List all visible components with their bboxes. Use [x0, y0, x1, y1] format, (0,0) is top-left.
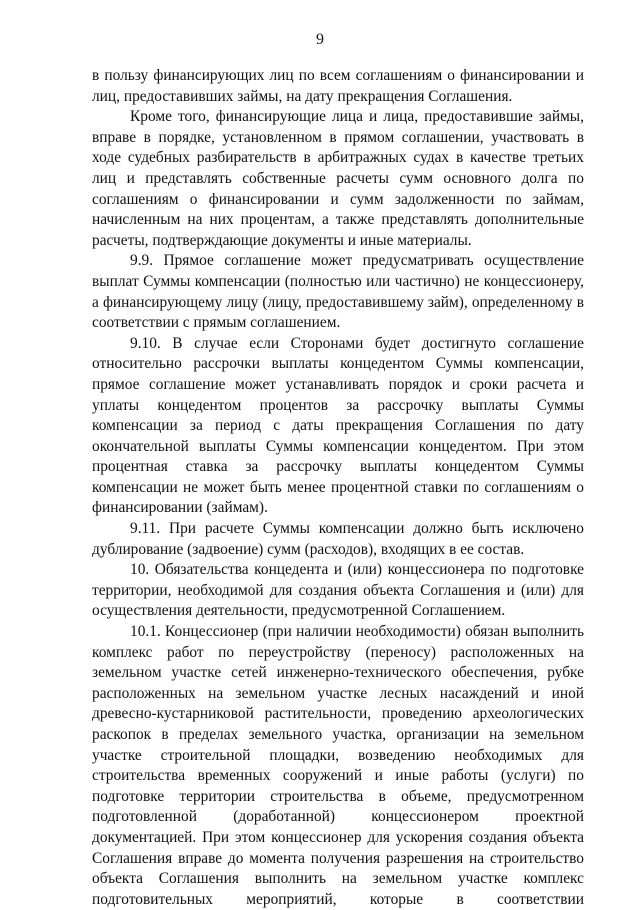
paragraph-9-11: 9.11. При расчете Суммы компенсации должно быть исключено дублирование (задвоение) сумм (расходов), входящих в ее состав.	[92, 520, 584, 558]
paragraph-financing-parties: Кроме того, финансирующие лица и лица, предоставившие займы, вправе в порядке, установленном в прямом соглашении, участвовать в ходе судебных разбирательств в арбитражных судах в качестве третьих лиц и представлять собственные расчеты сумм основного долга по соглашениям о финансировании и сумм задолженности по займам, начисленным на них процентам, а также представлять дополнительные расчеты, подтверждающие документы и иные материалы.	[92, 108, 584, 249]
paragraph-9-10: 9.10. В случае если Сторонами будет достигнуто соглашение относительно рассрочки выплаты концедентом Суммы компенсации, прямое соглашение может устанавливать порядок и сроки расчета и уплаты концедентом процентов за рассрочку выплаты Суммы компенсации за период с даты прекращения Соглашения по дату окончательной выплаты Суммы компенсации концедентом. При этом процентная ставка за рассрочку выплаты концедентом Суммы компенсации не может быть менее процентной ставки по соглашениям о финансировании (займам).	[92, 334, 584, 517]
page-number: 9	[316, 31, 324, 48]
document-body	[92, 66, 584, 910]
paragraph-10-1: 10.1. Концессионер (при наличии необходимости) обязан выполнить комплекс работ по переустройству (переносу) расположенных на земельном участке сетей инженерно-технического обеспечения, рубке расположенных на земельном участке лесных насаждений и иной древесно-кустарниковой растительности, проведению археологических раскопок в пределах земельного участка, организации на земельном участке строительной площадки, возведению необходимых для строительства временных сооружений и иные работы (услуги) по подготовке территории строительства в объеме, предусмотренном подготовленной (доработанной) концессионером проектной документацией. При этом концессионер для ускорения создания объекта Соглашения вправе до момента получения разрешения на строительство объекта Соглашения выполнить на земельном участке комплекс подготовительных мероприятий, которые в соответствии	[92, 623, 584, 908]
paragraph-10-heading: 10. Обязательства концедента и (или) концессионера по подготовке территории, необходимой для создания объекта Соглашения и (или) для осуществления деятельности, предусмотренной Соглашением.	[92, 561, 584, 620]
paragraph-9-9: 9.9. Прямое соглашение может предусматривать осуществление выплат Суммы компенсации (полностью или частично) не концессионеру, а финансирующему лицу (лицу, предоставившему займ), определенному в соответствии с прямым соглашением.	[92, 252, 584, 332]
paragraph-continuation: в пользу финансирующих лиц по всем соглашениям о финансировании и лиц, предоставивших займы, на дату прекращения Соглашения.	[92, 67, 584, 105]
